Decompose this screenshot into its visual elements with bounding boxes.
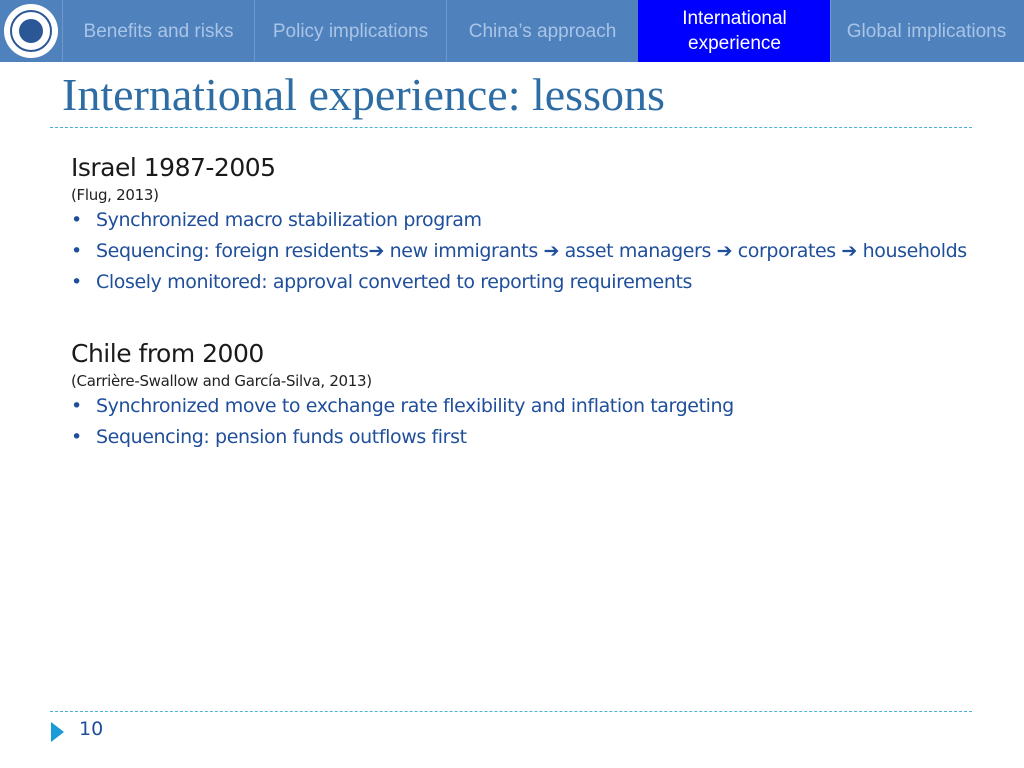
title-divider xyxy=(50,127,972,128)
list-item xyxy=(71,423,971,451)
footer-divider xyxy=(50,711,972,712)
tab-chinas-approach[interactable]: China’s approach xyxy=(446,0,638,62)
bullet-list xyxy=(71,392,971,451)
bullet-text: Synchronized macro stabilization program xyxy=(96,209,482,231)
bullet-list xyxy=(71,206,971,296)
list-item xyxy=(71,206,971,234)
section-citation: (Flug, 2013) xyxy=(71,186,159,204)
tab-global-implications[interactable]: Global implications xyxy=(830,0,1022,62)
section-chile xyxy=(71,338,971,451)
bullet-text: Closely monitored: approval converted to reporting requirements xyxy=(96,271,693,293)
list-item xyxy=(71,237,971,265)
section-heading: Israel 1987-2005 xyxy=(71,153,276,182)
play-arrow-icon[interactable] xyxy=(51,722,64,742)
slide-title: International experience: lessons xyxy=(62,69,665,120)
list-item xyxy=(71,392,971,420)
bullet-text: Sequencing: foreign residents➔ new immigrants ➔ asset managers ➔ corporates ➔ households xyxy=(96,240,967,262)
bullet-icon: • xyxy=(71,426,82,448)
section-citation: (Carrière-Swallow and García-Silva, 2013) xyxy=(71,372,372,390)
bullet-text: Sequencing: pension funds outflows first xyxy=(96,426,467,448)
slide-content xyxy=(71,152,971,477)
bullet-icon: • xyxy=(71,209,82,231)
section-israel xyxy=(71,152,971,296)
tab-international-experience[interactable]: International experience xyxy=(638,0,830,62)
bullet-icon: • xyxy=(71,271,82,293)
page-number: 10 xyxy=(79,718,104,740)
section-heading: Chile from 2000 xyxy=(71,339,264,368)
top-navigation-bar xyxy=(0,0,1024,62)
bullet-icon: • xyxy=(71,240,82,262)
tab-benefits-and-risks[interactable]: Benefits and risks xyxy=(62,0,254,62)
imf-seal-icon xyxy=(4,4,58,58)
bullet-text: Synchronized move to exchange rate flexibility and inflation targeting xyxy=(96,395,734,417)
tab-policy-implications[interactable]: Policy implications xyxy=(254,0,446,62)
imf-logo xyxy=(0,0,62,62)
bullet-icon: • xyxy=(71,395,82,417)
list-item xyxy=(71,268,971,296)
